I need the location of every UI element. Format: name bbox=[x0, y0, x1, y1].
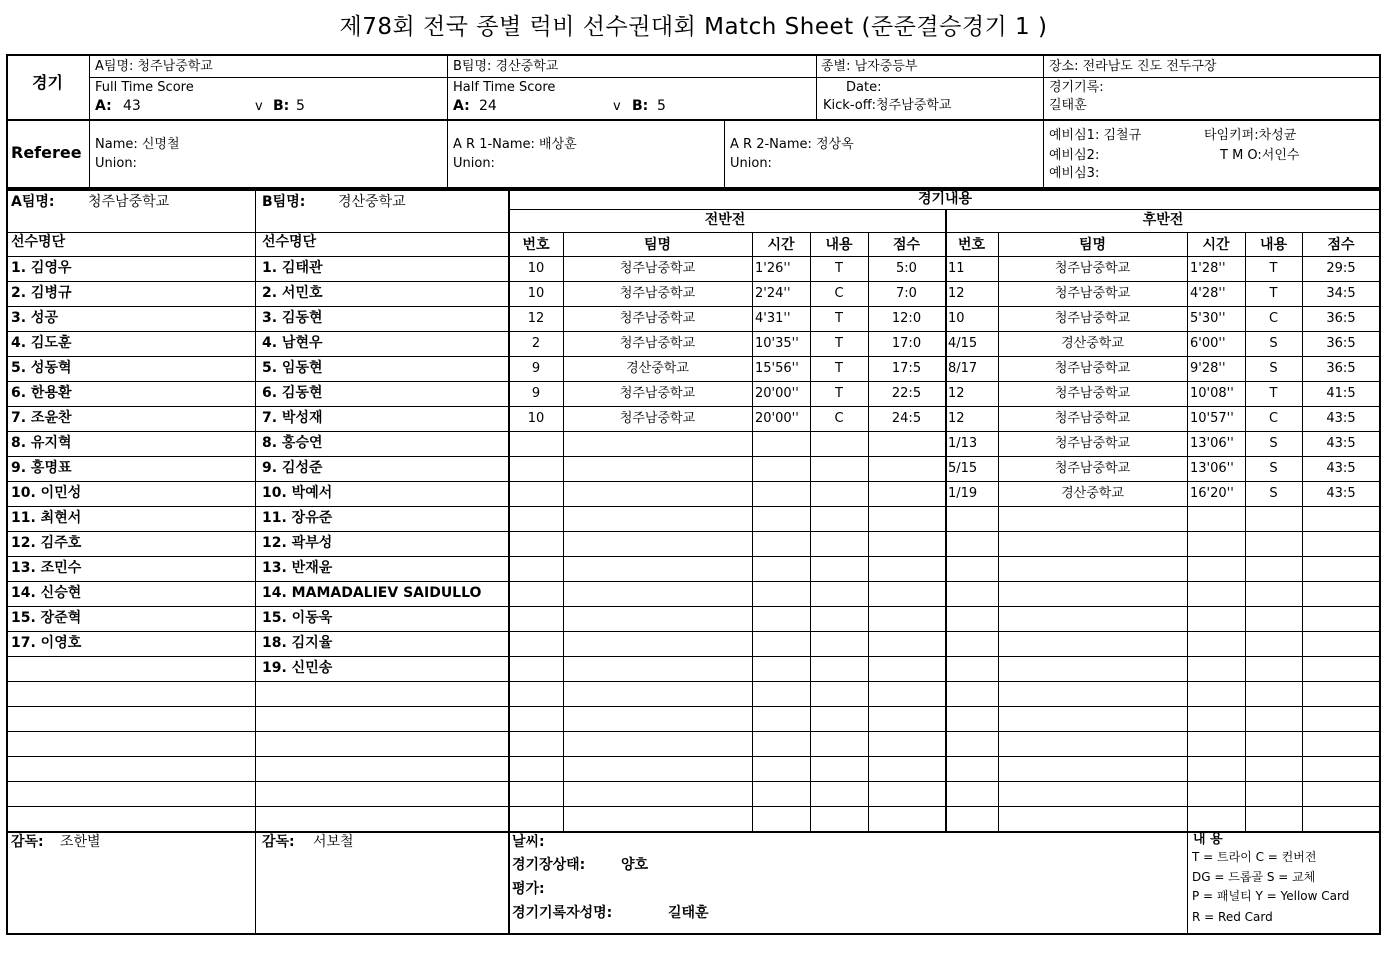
ar2-name: A R 2-Name: 정상옥 bbox=[730, 137, 854, 152]
weather-label: 날씨: bbox=[512, 834, 545, 850]
event-team: 경산중학교 bbox=[1061, 336, 1124, 351]
date-label: Date: bbox=[846, 80, 882, 95]
player-name: 10. 이민성 bbox=[11, 485, 82, 501]
column-header: 시간 bbox=[767, 237, 795, 253]
player-name: 7. 박성재 bbox=[262, 410, 323, 426]
event-score: 43:5 bbox=[1326, 436, 1356, 451]
event-type: T bbox=[1269, 386, 1278, 401]
row-line bbox=[7, 756, 1380, 757]
recorder-name: 길태훈 bbox=[1049, 98, 1087, 113]
event-type: C bbox=[1268, 411, 1279, 426]
legend-title: 내 용 bbox=[1193, 832, 1223, 847]
full-time-label: Full Time Score bbox=[95, 80, 194, 95]
event-time: 6'00'' bbox=[1190, 336, 1226, 351]
event-time: 4'28'' bbox=[1190, 286, 1226, 301]
ft-a-score: 43 bbox=[123, 98, 141, 114]
event-type: C bbox=[1268, 311, 1279, 326]
event-type: T bbox=[835, 361, 843, 376]
coach-a-label: 감독: bbox=[11, 834, 44, 850]
row-line bbox=[7, 731, 1380, 732]
row-line bbox=[7, 806, 1380, 807]
event-team: 청주남중학교 bbox=[1054, 461, 1131, 476]
event-number: 10 bbox=[527, 286, 545, 301]
event-time: 13'06'' bbox=[1190, 461, 1234, 476]
player-name: 14. MAMADALIEV SAIDULLO bbox=[262, 585, 482, 601]
category: 종별: 남자중등부 bbox=[821, 59, 918, 74]
player-name: 19. 신민송 bbox=[262, 660, 333, 676]
ft-b-label: B: bbox=[273, 98, 290, 114]
event-time: 4'31'' bbox=[755, 311, 791, 326]
event-type: T bbox=[835, 261, 843, 276]
row-line bbox=[7, 631, 1380, 632]
player-name: 3. 성공 bbox=[11, 310, 58, 326]
ft-v: v bbox=[255, 99, 263, 114]
player-name: 18. 김지율 bbox=[262, 635, 333, 651]
row-line bbox=[7, 781, 1380, 782]
team-b-header: B팀명: 경산중학교 bbox=[453, 59, 559, 74]
tmo: T M O:서인수 bbox=[1220, 148, 1300, 163]
player-name: 6. 김동현 bbox=[262, 385, 323, 401]
event-number: 2 bbox=[531, 336, 541, 351]
player-name: 1. 김영우 bbox=[11, 260, 72, 276]
event-team: 청주남중학교 bbox=[619, 411, 696, 426]
column-header: 내용 bbox=[1259, 237, 1288, 253]
row-line bbox=[7, 706, 1380, 707]
player-name: 15. 장준혁 bbox=[11, 610, 82, 626]
event-score: 43:5 bbox=[1326, 486, 1356, 501]
player-name: 14. 신승현 bbox=[11, 585, 82, 601]
event-type: T bbox=[835, 336, 843, 351]
row-line bbox=[7, 531, 1380, 532]
event-score: 41:5 bbox=[1326, 386, 1356, 401]
coach-b-label: 감독: bbox=[262, 834, 295, 850]
event-team: 청주남중학교 bbox=[619, 311, 696, 326]
recorder-label: 경기기록: bbox=[1049, 80, 1104, 95]
event-score: 29:5 bbox=[1326, 261, 1356, 276]
event-number: 12 bbox=[948, 386, 965, 401]
player-name: 17. 이영호 bbox=[11, 635, 82, 651]
kickoff: Kick-off:청주남중학교 bbox=[823, 98, 952, 113]
event-type: S bbox=[1269, 336, 1278, 351]
event-number: 12 bbox=[948, 411, 965, 426]
event-score: 22:5 bbox=[891, 386, 922, 401]
legend-line-3: P = 패널티 Y = Yellow Card bbox=[1192, 889, 1350, 903]
event-team: 청주남중학교 bbox=[1054, 386, 1131, 401]
reserve-referee-1: 예비심1: 김철규 bbox=[1049, 128, 1142, 143]
second-half-label: 후반전 bbox=[1142, 212, 1184, 228]
evaluation-label: 평가: bbox=[512, 881, 545, 897]
event-number: 12 bbox=[527, 311, 545, 326]
event-type: S bbox=[1269, 361, 1278, 376]
ht-a-label: A: bbox=[453, 98, 470, 114]
event-score: 43:5 bbox=[1326, 411, 1356, 426]
reserve-referee-2: 예비심2: bbox=[1049, 148, 1100, 163]
event-score: 12:0 bbox=[891, 311, 922, 326]
team-a-name: 청주남중학교 bbox=[88, 194, 170, 210]
event-number: 1/13 bbox=[948, 436, 978, 451]
event-team: 청주남중학교 bbox=[1054, 361, 1131, 376]
legend-line-1: T = 트라이 C = 컨버전 bbox=[1192, 850, 1317, 864]
event-team: 청주남중학교 bbox=[619, 386, 696, 401]
venue: 장소: 전라남도 진도 전두구장 bbox=[1049, 59, 1217, 74]
player-name: 2. 김병규 bbox=[11, 285, 72, 301]
player-name: 8. 유지혁 bbox=[11, 435, 72, 451]
timekeeper: 타임키퍼:차성균 bbox=[1204, 128, 1297, 143]
event-time: 10'08'' bbox=[1190, 386, 1234, 401]
event-number: 10 bbox=[527, 261, 545, 276]
writer-name: 길태훈 bbox=[668, 905, 709, 921]
player-name: 4. 남현우 bbox=[262, 335, 323, 351]
ht-b-score: 5 bbox=[657, 98, 666, 114]
event-type: T bbox=[1269, 286, 1278, 301]
event-number: 9 bbox=[531, 361, 541, 376]
player-name: 13. 반재윤 bbox=[262, 560, 333, 576]
team-b-name: 경산중학교 bbox=[338, 194, 406, 210]
event-number: 5/15 bbox=[948, 461, 978, 476]
team-b-label: B팀명: bbox=[262, 194, 306, 210]
event-type: T bbox=[1269, 261, 1278, 276]
player-name: 2. 서민호 bbox=[262, 285, 323, 301]
event-time: 1'26'' bbox=[755, 261, 791, 276]
ground-value: 양호 bbox=[621, 857, 649, 873]
referee-union: Union: bbox=[95, 156, 137, 171]
event-team: 청주남중학교 bbox=[619, 261, 696, 276]
event-team: 청주남중학교 bbox=[619, 336, 696, 351]
event-score: 7:0 bbox=[896, 286, 917, 301]
event-score: 24:5 bbox=[891, 411, 922, 426]
row-line bbox=[7, 506, 1380, 507]
writer-label: 경기기록자성명: bbox=[512, 905, 613, 921]
event-number: 4/15 bbox=[948, 336, 978, 351]
event-type: C bbox=[834, 286, 844, 301]
row-line bbox=[7, 581, 1380, 582]
event-score: 36:5 bbox=[1326, 311, 1356, 326]
column-header: 점수 bbox=[1327, 237, 1355, 253]
player-name: 5. 성동혁 bbox=[11, 360, 72, 376]
roster-a-header: 선수명단 bbox=[11, 234, 66, 250]
event-time: 20'00'' bbox=[755, 386, 799, 401]
event-time: 2'24'' bbox=[755, 286, 791, 301]
player-name: 11. 장유준 bbox=[262, 510, 333, 526]
column-header: 내용 bbox=[825, 237, 853, 253]
legend-line-4: R = Red Card bbox=[1192, 910, 1273, 924]
player-name: 1. 김태관 bbox=[262, 260, 323, 276]
event-type: T bbox=[835, 386, 843, 401]
row-line bbox=[7, 656, 1380, 657]
event-number: 10 bbox=[527, 411, 545, 426]
event-type: S bbox=[1269, 461, 1278, 476]
event-score: 17:5 bbox=[891, 361, 922, 376]
column-header: 팀명 bbox=[643, 237, 672, 253]
event-team: 청주남중학교 bbox=[619, 286, 696, 301]
player-name: 11. 최현서 bbox=[11, 510, 82, 526]
player-name: 7. 조윤찬 bbox=[11, 410, 72, 426]
event-score: 17:0 bbox=[891, 336, 922, 351]
event-number: 9 bbox=[531, 386, 541, 401]
events-title: 경기내용 bbox=[917, 191, 973, 207]
referee-name: Name: 신명철 bbox=[95, 137, 180, 152]
event-number: 1/19 bbox=[948, 486, 978, 501]
ht-v: v bbox=[613, 99, 621, 114]
event-time: 16'20'' bbox=[1190, 486, 1234, 501]
event-type: S bbox=[1269, 436, 1278, 451]
player-name: 10. 박예서 bbox=[262, 485, 333, 501]
event-time: 10'35'' bbox=[755, 336, 799, 351]
event-number: 11 bbox=[948, 261, 965, 276]
column-header: 팀명 bbox=[1078, 237, 1107, 253]
half-time-label: Half Time Score bbox=[453, 80, 556, 95]
column-header: 시간 bbox=[1202, 237, 1230, 253]
ar1-union: Union: bbox=[453, 156, 495, 171]
player-name: 12. 김주호 bbox=[11, 535, 82, 551]
legend-line-2: DG = 드롭골 S = 교체 bbox=[1192, 870, 1316, 884]
event-team: 청주남중학교 bbox=[1054, 411, 1131, 426]
event-type: C bbox=[834, 411, 844, 426]
row-line bbox=[7, 556, 1380, 557]
ar2-union: Union: bbox=[730, 156, 772, 171]
ft-b-score: 5 bbox=[296, 98, 305, 114]
player-name: 9. 김성준 bbox=[262, 460, 323, 476]
coach-a-name: 조한별 bbox=[60, 834, 101, 850]
event-score: 36:5 bbox=[1326, 361, 1356, 376]
event-score: 5:0 bbox=[896, 261, 917, 276]
event-score: 36:5 bbox=[1326, 336, 1356, 351]
player-name: 5. 임동현 bbox=[262, 360, 323, 376]
player-name: 6. 한용환 bbox=[11, 385, 72, 401]
event-number: 8/17 bbox=[948, 361, 978, 376]
team-a-header: A팀명: 청주남중학교 bbox=[95, 59, 213, 74]
event-team: 청주남중학교 bbox=[1054, 261, 1131, 276]
referee-label: Referee bbox=[11, 143, 82, 162]
event-time: 13'06'' bbox=[1190, 436, 1234, 451]
player-name: 8. 홍승연 bbox=[262, 435, 323, 451]
ht-a-score: 24 bbox=[479, 98, 497, 114]
event-time: 20'00'' bbox=[755, 411, 799, 426]
event-time: 10'57'' bbox=[1190, 411, 1234, 426]
player-name: 15. 이동욱 bbox=[262, 610, 333, 626]
event-score: 43:5 bbox=[1326, 461, 1356, 476]
event-type: S bbox=[1269, 486, 1278, 501]
event-team: 경산중학교 bbox=[1061, 486, 1124, 501]
reserve-referee-3: 예비심3: bbox=[1049, 166, 1100, 181]
first-half-label: 전반전 bbox=[704, 212, 746, 228]
ft-a-label: A: bbox=[95, 98, 112, 114]
player-name: 12. 곽부성 bbox=[262, 535, 333, 551]
event-team: 경산중학교 bbox=[626, 361, 689, 376]
event-type: T bbox=[835, 311, 843, 326]
event-score: 34:5 bbox=[1326, 286, 1356, 301]
event-team: 청주남중학교 bbox=[1054, 286, 1131, 301]
player-name: 9. 홍명표 bbox=[11, 460, 72, 476]
row-line bbox=[7, 606, 1380, 607]
event-number: 10 bbox=[948, 311, 965, 326]
player-name: 3. 김동현 bbox=[262, 310, 323, 326]
column-header: 번호 bbox=[957, 237, 986, 253]
ground-label: 경기장상태: bbox=[512, 857, 586, 873]
row-line bbox=[7, 681, 1380, 682]
column-header: 점수 bbox=[892, 237, 921, 253]
column-header: 번호 bbox=[522, 237, 550, 253]
event-team: 청주남중학교 bbox=[1054, 311, 1131, 326]
event-time: 15'56'' bbox=[755, 361, 799, 376]
ar1-name: A R 1-Name: 배상훈 bbox=[453, 137, 577, 152]
sheet-title: 제78회 전국 종별 럭비 선수권대회 Match Sheet (준준결승경기 1 ) bbox=[339, 14, 1048, 40]
event-time: 5'30'' bbox=[1190, 311, 1226, 326]
match-label: 경기 bbox=[32, 73, 63, 92]
player-name: 13. 조민수 bbox=[11, 560, 82, 576]
coach-b-name: 서보철 bbox=[313, 834, 354, 850]
team-a-label: A팀명: bbox=[11, 194, 55, 210]
event-team: 청주남중학교 bbox=[1054, 436, 1131, 451]
event-number: 12 bbox=[948, 286, 965, 301]
roster-b-header: 선수명단 bbox=[262, 234, 317, 250]
ht-b-label: B: bbox=[632, 98, 649, 114]
event-time: 9'28'' bbox=[1190, 361, 1226, 376]
player-name: 4. 김도훈 bbox=[11, 335, 72, 351]
event-time: 1'28'' bbox=[1190, 261, 1226, 276]
